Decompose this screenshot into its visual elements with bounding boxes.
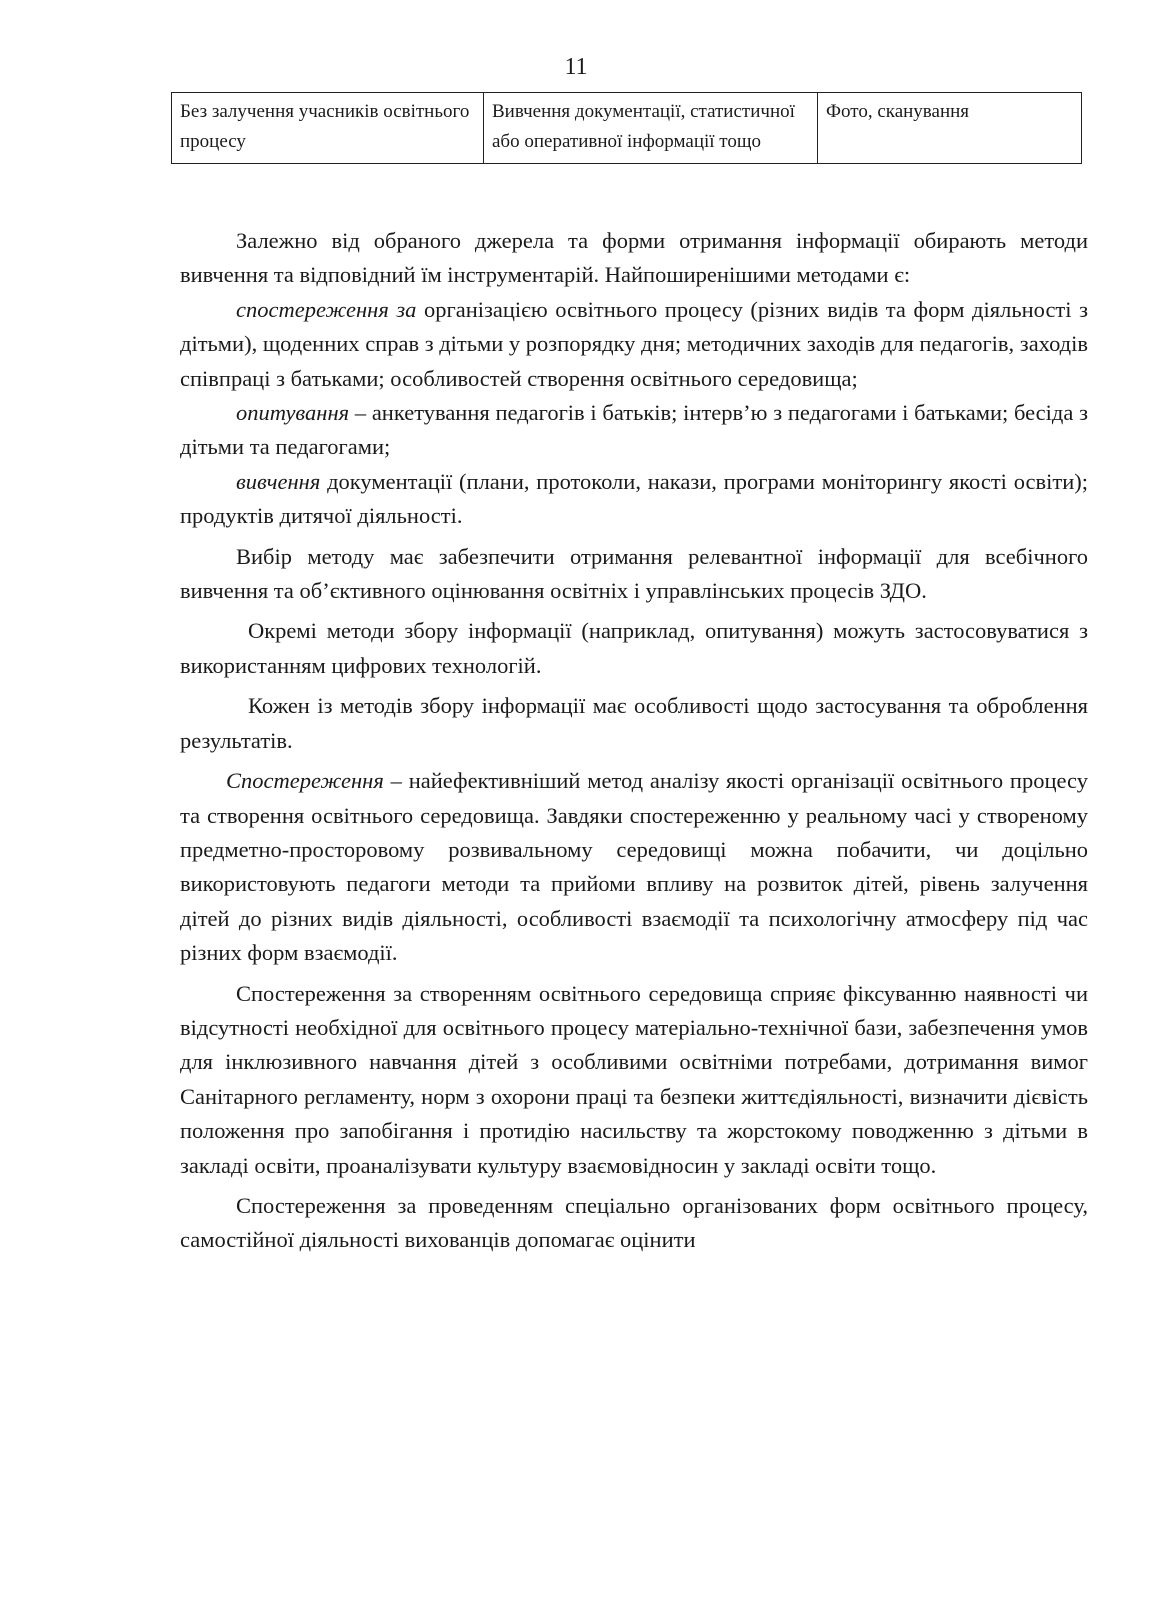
paragraph: Окремі методи збору інформації (наприклад, опитування) можуть застосовуватися з використанням цифрових технологій. [180, 618, 1088, 678]
emphasis: вивчення [236, 468, 321, 494]
paragraph-observation-list [180, 293, 1088, 396]
table-row [172, 93, 1082, 164]
paragraph-study-list [180, 465, 1088, 534]
paragraph: Вибір методу має забезпечити отримання релевантної інформації для всебічного вивчення та об’єктивного оцінювання освітніх і управлінських процесів ЗДО. [180, 543, 1088, 604]
paragraph-text: – найефективніший метод аналізу якості організації освітнього процесу та створення освітнього середовища. Завдяки спостереженню у реальному часі у створеному предметно-просторовому розвивальному середовищі можна побачити, чи доцільно використовують педагоги методи та прийоми впливу на розвиток дітей, рівень залучення дітей до різних видів діяльності, особливості взаємодії та психологічну атмосферу під час різних форм взаємодії. [180, 768, 1088, 966]
paragraph-observation-definition [180, 764, 1088, 970]
paragraph: Спостереження за проведенням спеціально організованих форм освітнього процесу, самостійної діяльності вихованців допомагає оцінити [180, 1192, 1088, 1253]
paragraph: Кожен із методів збору інформації має особливості щодо застосування та оброблення результатів. [180, 693, 1088, 753]
body-text [180, 224, 1088, 1258]
paragraph-survey-list [180, 396, 1088, 465]
emphasis: спостереження за [236, 296, 417, 322]
table-cell: Фото, сканування [818, 93, 1082, 164]
page-number: 11 [564, 54, 588, 80]
paragraph: Залежно від обраного джерела та форми отримання інформації обирають методи вивчення та відповідний їм інструментарій. Найпоширенішими методами є: [180, 228, 1088, 288]
table-cell: Вивчення документації, статистичної або оперативної інформації тощо [484, 93, 818, 164]
emphasis: Спостереження [226, 768, 384, 794]
paragraph-text: організацією освітнього процесу (різних видів та форм діяльності з дітьми), щоденних справ з дітьми у розпорядку дня; методичних заходів для педагогів, заходів співпраці з батьками; особливостей створення освітнього середовища; [180, 296, 1088, 391]
paragraph-text: документації (плани, протоколи, накази, програми моніторингу якості освіти); продуктів дитячої діяльності. [180, 468, 1088, 529]
methods-table [171, 92, 1082, 164]
paragraph-text: – анкетування педагогів і батьків; інтерв’ю з педагогами і батьками; бесіда з дітьми та педагогами; [180, 400, 1088, 460]
paragraph: Спостереження за створенням освітнього середовища сприяє фіксуванню наявності чи відсутності необхідної для освітнього процесу матеріально-технічної бази, забезпечення умов для інклюзивного навчання дітей з особливими освітніми потребами, дотримання вимог Санітарного регламенту, норм з охорони праці та безпеки життєдіяльності, визначити дієвість положення про запобігання і протидію насильству та жорстокому поводженню з дітьми в закладі освіти, проаналізувати культуру взаємовідносин у закладі освіти тощо. [180, 980, 1088, 1178]
emphasis: опитування [236, 400, 350, 426]
table-cell: Без залучення учасників освітнього процесу [172, 93, 484, 164]
